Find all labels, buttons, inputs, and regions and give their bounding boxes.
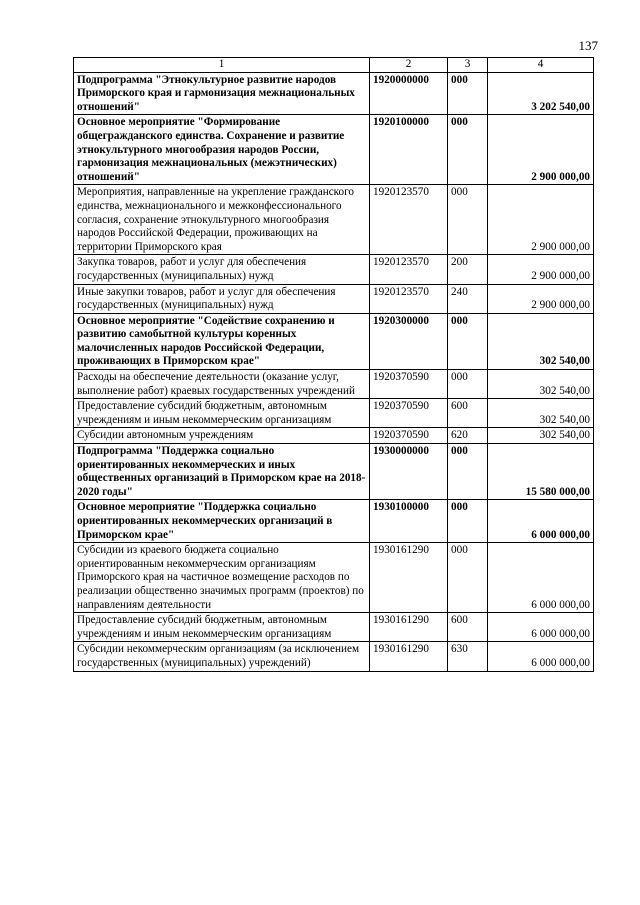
- table-row: [74, 543, 594, 613]
- table-row: [74, 313, 594, 369]
- row-code: 1920100000: [370, 115, 448, 185]
- table-row: [74, 428, 594, 444]
- row-name: Основное мероприятие "Формирование общегражданского единства. Сохранение и развитие этнокультурного многообразия народов России, гармонизация межнациональных (межэтнических) отношений": [74, 115, 370, 185]
- budget-table: [73, 57, 594, 672]
- row-amount: 2 900 000,00: [488, 185, 594, 255]
- page-number: 137: [578, 38, 598, 53]
- row-amount: 2 900 000,00: [488, 255, 594, 284]
- row-code: 1930100000: [370, 500, 448, 543]
- row-name: Расходы на обеспечение деятельности (оказание услуг, выполнение работ) краевых государственных учреждений: [74, 370, 370, 399]
- row-code: 1920370590: [370, 370, 448, 399]
- table-row: [74, 284, 594, 313]
- table-row: [74, 500, 594, 543]
- row-name: Иные закупки товаров, работ и услуг для обеспечения государственных (муниципальных) нужд: [74, 284, 370, 313]
- row-type: 000: [448, 313, 488, 369]
- row-code: 1920370590: [370, 399, 448, 428]
- table-row: [74, 399, 594, 428]
- header-row: [74, 58, 594, 73]
- row-name: Подпрограмма "Поддержка социально ориентированных некоммерческих и иных общественных организаций в Приморском крае на 2018-2020 годы": [74, 444, 370, 500]
- row-type: 240: [448, 284, 488, 313]
- table-row: [74, 370, 594, 399]
- row-type: 000: [448, 543, 488, 613]
- column-header: 4: [488, 58, 594, 73]
- row-amount: 6 000 000,00: [488, 613, 594, 642]
- row-code: 1920123570: [370, 255, 448, 284]
- row-type: 620: [448, 428, 488, 444]
- table-row: [74, 642, 594, 671]
- table-row: [74, 444, 594, 500]
- row-type: 630: [448, 642, 488, 671]
- row-amount: 302 540,00: [488, 428, 594, 444]
- row-amount: 6 000 000,00: [488, 642, 594, 671]
- row-name: Основное мероприятие "Содействие сохранению и развитию самобытной культуры коренных малочисленных народов Российской Федерации, проживающих в Приморском крае": [74, 313, 370, 369]
- row-name: Основное мероприятие "Поддержка социально ориентированных некоммерческих организаций в Приморском крае": [74, 500, 370, 543]
- row-name: Субсидии автономным учреждениям: [74, 428, 370, 444]
- row-name: Субсидии из краевого бюджета социально ориентированным некоммерческим организациям Приморского края на частичное возмещение расходов по реализации общественно значимых программ (проектов) по направлениям деятельности: [74, 543, 370, 613]
- row-name: Закупка товаров, работ и услуг для обеспечения государственных (муниципальных) нужд: [74, 255, 370, 284]
- row-amount: 6 000 000,00: [488, 500, 594, 543]
- row-type: 000: [448, 72, 488, 115]
- column-header: 2: [370, 58, 448, 73]
- row-name: Предоставление субсидий бюджетным, автономным учреждениям и иным некоммерческим организациям: [74, 613, 370, 642]
- table-row: [74, 185, 594, 255]
- row-type: 000: [448, 444, 488, 500]
- row-amount: 302 540,00: [488, 399, 594, 428]
- row-code: 1920123570: [370, 185, 448, 255]
- row-code: 1920000000: [370, 72, 448, 115]
- table-row: [74, 255, 594, 284]
- table-row: [74, 115, 594, 185]
- row-name: Субсидии некоммерческим организациям (за исключением государственных (муниципальных) учреждений): [74, 642, 370, 671]
- row-amount: 302 540,00: [488, 370, 594, 399]
- row-code: 1930161290: [370, 642, 448, 671]
- column-header: 1: [74, 58, 370, 73]
- table-row: [74, 72, 594, 115]
- row-code: 1930161290: [370, 543, 448, 613]
- row-type: 200: [448, 255, 488, 284]
- row-name: Мероприятия, направленные на укрепление гражданского единства, межнационального и межконфессионального согласия, сохранение этнокультурного многообразия народов Российской Федерации, проживающих на территории Приморского края: [74, 185, 370, 255]
- row-code: 1930000000: [370, 444, 448, 500]
- row-type: 600: [448, 613, 488, 642]
- table-row: [74, 613, 594, 642]
- row-type: 600: [448, 399, 488, 428]
- row-type: 000: [448, 500, 488, 543]
- row-type: 000: [448, 370, 488, 399]
- row-code: 1930161290: [370, 613, 448, 642]
- row-type: 000: [448, 185, 488, 255]
- column-header: 3: [448, 58, 488, 73]
- row-amount: 15 580 000,00: [488, 444, 594, 500]
- row-code: 1920123570: [370, 284, 448, 313]
- row-name: Подпрограмма "Этнокультурное развитие народов Приморского края и гармонизация межнациональных отношений": [74, 72, 370, 115]
- row-amount: 302 540,00: [488, 313, 594, 369]
- row-name: Предоставление субсидий бюджетным, автономным учреждениям и иным некоммерческим организациям: [74, 399, 370, 428]
- row-code: 1920370590: [370, 428, 448, 444]
- row-amount: 3 202 540,00: [488, 72, 594, 115]
- row-amount: 2 900 000,00: [488, 115, 594, 185]
- row-amount: 6 000 000,00: [488, 543, 594, 613]
- row-amount: 2 900 000,00: [488, 284, 594, 313]
- row-code: 1920300000: [370, 313, 448, 369]
- row-type: 000: [448, 115, 488, 185]
